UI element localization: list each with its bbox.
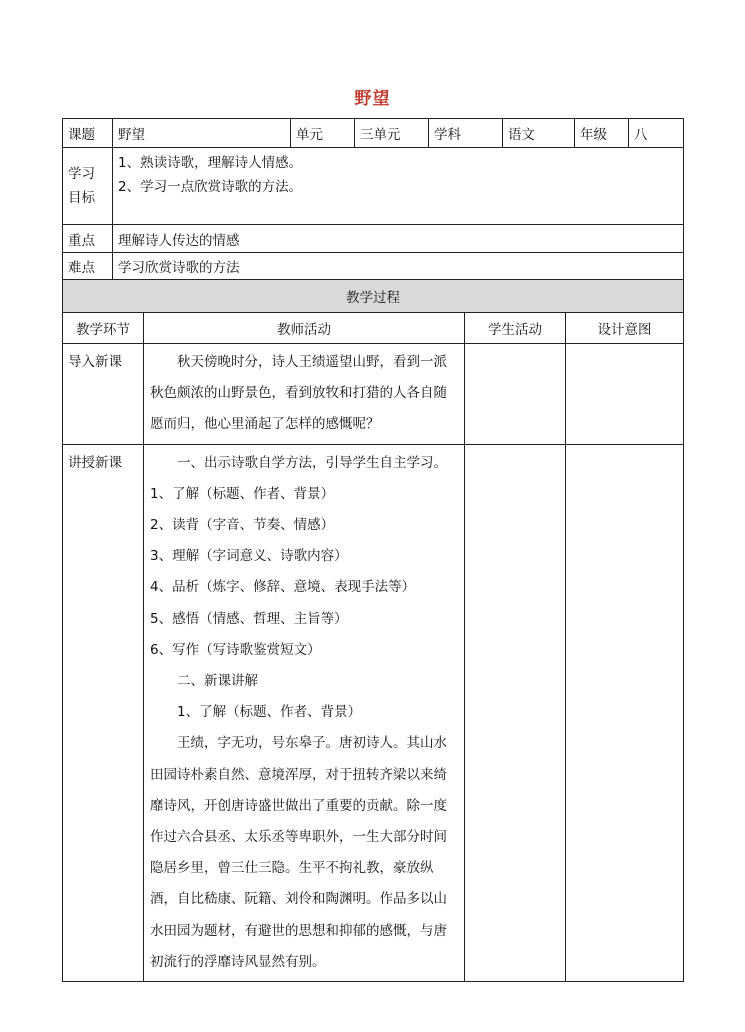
intro-teacher-activity [144,344,465,445]
lecture-line: 2、读背（字音、节奏、情感） [150,517,335,534]
column-header: 教学环节 [63,313,144,344]
lecture-student-activity [465,444,566,981]
lecture-line: 一、出示诗歌自学方法，引导学生自主学习。 [177,454,447,471]
lecture-teacher-activity [144,444,465,981]
process-header-row [63,313,684,344]
grade-value: 八 [629,119,684,148]
objectives-label: 学习 目标 [63,148,113,225]
course-info-row [63,119,684,148]
process-title-row [63,280,684,313]
lecture-line: 1、了解（标题、作者、背景） [150,485,335,502]
unit-value: 三单元 [355,119,429,148]
objective-item: 1、熟读诗歌，理解诗人情感。 [118,155,303,171]
intro-design-intent [566,344,684,445]
intro-stage: 导入新课 [63,344,144,445]
lecture-line: 6、写作（写诗歌鉴赏短文） [150,641,321,658]
course-info-table [62,118,684,280]
lesson-value: 野望 [113,119,291,148]
objective-item: 2、学习一点欣赏诗歌的方法。 [118,179,303,195]
lesson-label: 课题 [63,119,113,148]
objectives-row [63,148,684,225]
column-header: 教师活动 [144,313,465,344]
lecture-line: 4、品析（炼字、修辞、意境、表现手法等） [150,579,416,596]
process-title: 教学过程 [63,280,684,313]
teaching-process-table [62,279,684,982]
subject-value: 语文 [503,119,575,148]
lecture-line: 二、新课讲解 [177,673,258,690]
unit-label: 单元 [291,119,355,148]
subject-label: 学科 [429,119,503,148]
difficulty-label: 难点 [63,253,113,280]
lecture-stage: 讲授新课 [63,444,144,981]
document-title: 野望 [354,89,391,109]
intro-row [63,344,684,445]
intro-text: 秋天傍晚时分，诗人王绩遥望山野，看到一派秋色颇浓的山野景色，看到放牧和打猎的人各自随愿而归，他心里涌起了怎样的感慨呢？ [150,354,447,433]
lecture-row [63,444,684,981]
grade-label: 年级 [575,119,629,148]
key-point-row [63,225,684,253]
key-point-label: 重点 [63,225,113,253]
lecture-line: 3、理解（字词意义、诗歌内容） [150,548,348,565]
difficulty-text: 学习欣赏诗歌的方法 [113,253,684,280]
lecture-line: 5、感悟（情感、哲理、主旨等） [150,610,348,627]
objectives-list [113,148,684,225]
lecture-line: 1、了解（标题、作者、背景） [177,704,362,721]
column-header: 学生活动 [465,313,566,344]
author-bio: 王绩，字无功，号东皋子。唐初诗人。其山水田园诗朴素自然、意境浑厚，对于扭转齐梁以来绮靡诗风，开创唐诗盛世做出了重要的贡献。除一度作过六合县丞、太乐丞等卑职外，一生大部分时间隐居乡里，曾三仕三隐。生平不拘礼教，豪放纵酒，自比嵇康、阮籍、刘伶和陶渊明。作品多以山水田园为题材，有避世的思想和抑郁的感慨，与唐初流行的浮靡诗风显然有别。 [150,735,447,970]
key-point-text: 理解诗人传达的情感 [113,225,684,253]
difficulty-row [63,253,684,280]
lecture-design-intent [566,444,684,981]
intro-student-activity [465,344,566,445]
column-header: 设计意图 [566,313,684,344]
